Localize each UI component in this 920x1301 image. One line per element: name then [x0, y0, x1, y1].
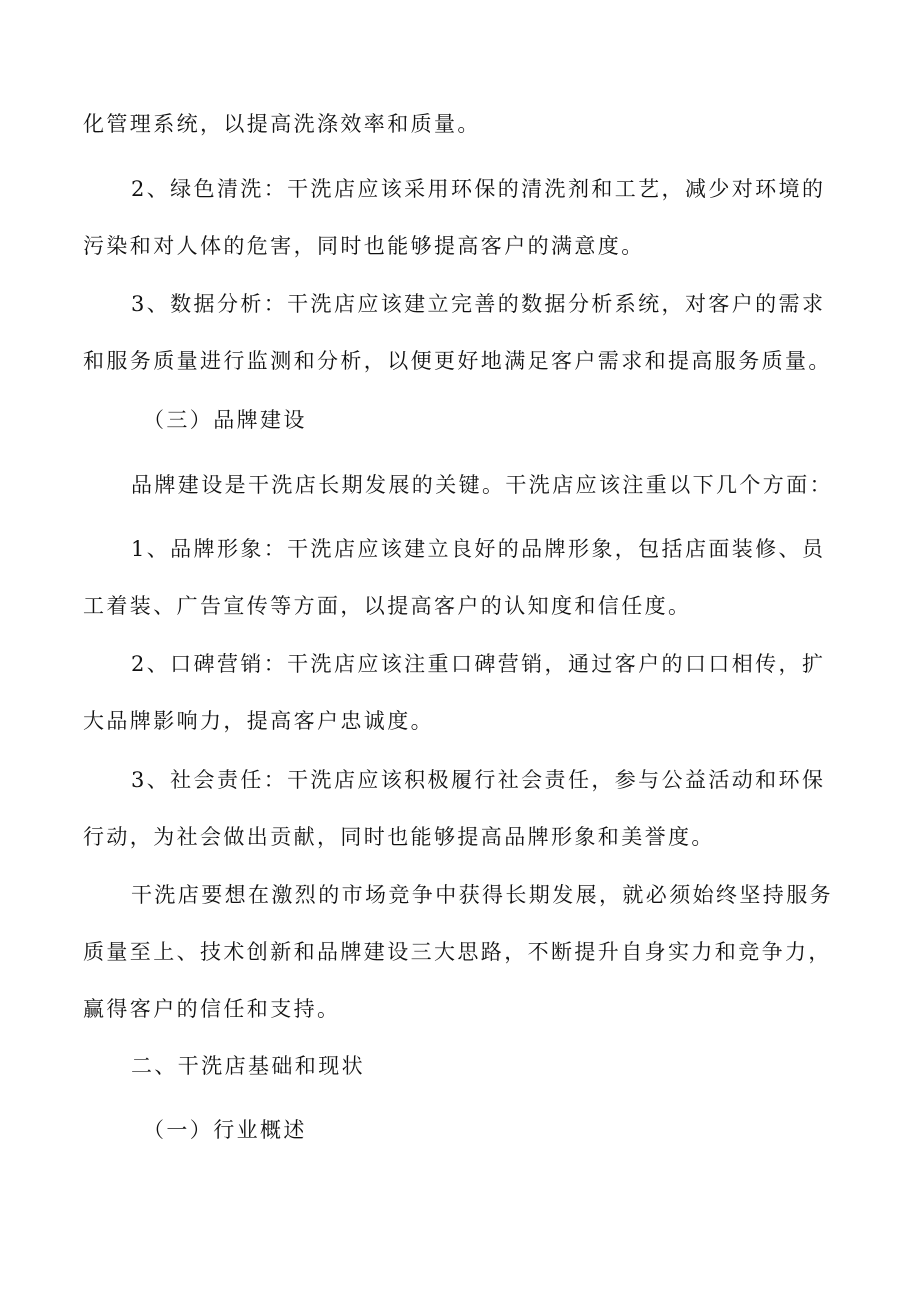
- paragraph-social-responsibility: 3、社会责任：干洗店应该积极履行社会责任，参与公益活动和环保行动，为社会做出贡献，同时也能够提高品牌形象和美誉度。: [83, 768, 826, 849]
- paragraph-green-cleaning: 2、绿色清洗：干洗店应该采用环保的清洗剂和工艺，减少对环境的污染和对人体的危害，同时也能够提高客户的满意度。: [83, 177, 826, 258]
- paragraph-conclusion: 干洗店要想在激烈的市场竞争中获得长期发展，就必须始终坚持服务质量至上、技术创新和品牌建设三大思路，不断提升自身实力和竞争力，赢得客户的信任和支持。: [83, 883, 833, 1021]
- paragraph-data-analysis: 3、数据分析：干洗店应该建立完善的数据分析系统，对客户的需求和服务质量进行监测和分析，以便更好地满足客户需求和提高服务质量。: [83, 292, 832, 373]
- section-heading-industry-overview: （一）行业概述: [143, 1118, 307, 1142]
- paragraph-brand-intro: 品牌建设是干洗店长期发展的关键。干洗店应该注重以下几个方面：: [131, 473, 833, 497]
- chapter-heading-basics-status: 二、干洗店基础和现状: [131, 1054, 365, 1078]
- paragraph-word-of-mouth: 2、口碑营销：干洗店应该注重口碑营销，通过客户的口口相传，扩大品牌影响力，提高客户忠诚度。: [83, 652, 826, 733]
- section-heading-brand-building: （三）品牌建设: [143, 408, 307, 432]
- paragraph-continuation: 化管理系统，以提高洗涤效率和质量。: [83, 112, 481, 136]
- paragraph-brand-image: 1、品牌形象：干洗店应该建立良好的品牌形象，包括店面装修、员工着装、广告宣传等方面，以提高客户的认知度和信任度。: [83, 537, 826, 618]
